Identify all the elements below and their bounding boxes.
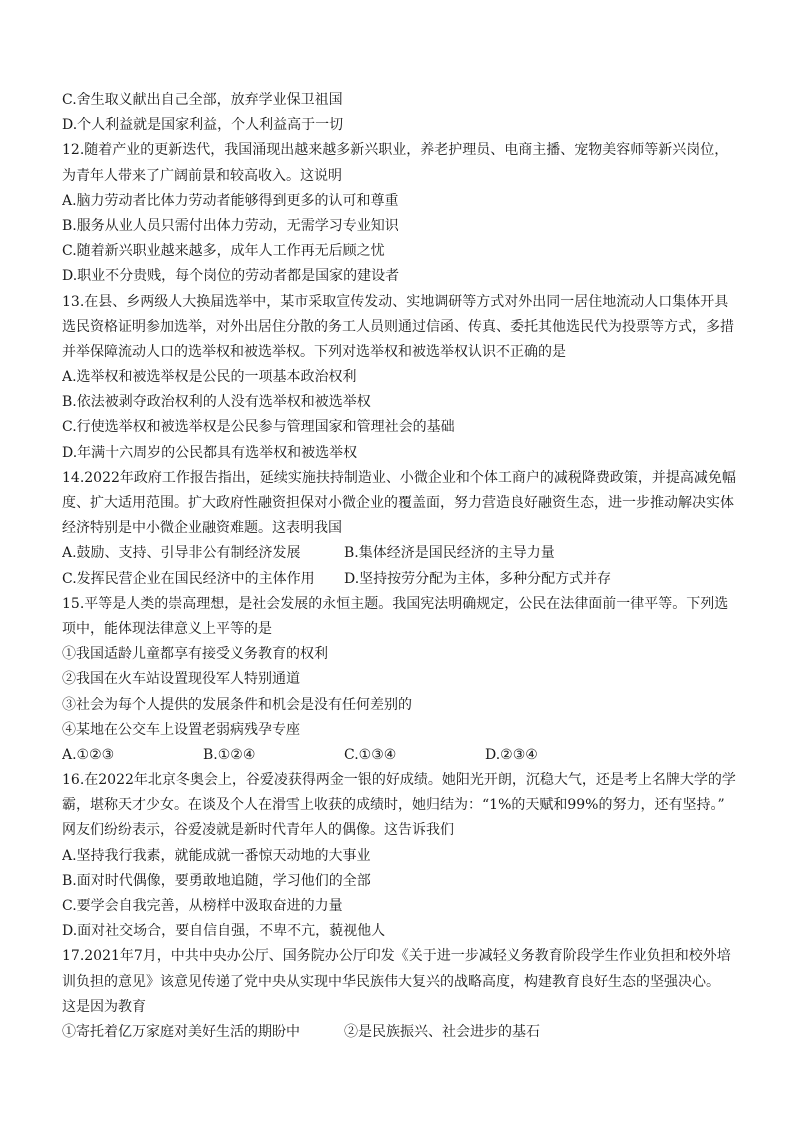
question-stem: 16.在2022年北京冬奥会上，谷爱凌获得两金一银的好成绩。她阳光开朗，沉稳大气，还是考上名牌大学的学 <box>62 772 736 789</box>
question-stem: 经济特别是中小微企业融资难题。这表明我国 <box>62 520 342 537</box>
question-13 <box>62 290 742 466</box>
option-row <box>62 567 742 592</box>
option-d: D.面对社交场合，要自信自强，不卑不亢，藐视他人 <box>62 923 386 940</box>
statement-2: ②是民族振兴、社会进步的基石 <box>344 1023 540 1040</box>
question-stem: 这是因为教育 <box>62 998 146 1015</box>
option-b: B.依法被剥夺政治权利的人没有选举权和被选举权 <box>62 394 371 411</box>
question-16 <box>62 768 742 944</box>
option-row <box>62 743 742 768</box>
statement-2: ②我国在火车站设置现役军人特别通道 <box>62 671 300 688</box>
option-a: A.脑力劳动者比体力劳动者能够得到更多的认可和尊重 <box>62 192 399 209</box>
question-stem: 12.随着产业的更新迭代，我国涌现出越来越多新兴职业，养老护理员、电商主播、宠物美容师等新兴岗位， <box>62 142 729 159</box>
question-stem: 17.2021年7月，中共中央办公厅、国务院办公厅印发《关于进一步减轻义务教育阶段学生作业负担和校外培 <box>62 948 731 965</box>
option-b: B.集体经济是国民经济的主导力量 <box>344 545 555 562</box>
option-c: C.要学会自我完善，从榜样中汲取奋进的力量 <box>62 898 343 914</box>
option-a: A.①②③ <box>62 746 115 763</box>
question-15 <box>62 592 742 768</box>
option-d: D.职业不分贵贱，每个岗位的劳动者都是国家的建设者 <box>62 268 400 285</box>
question-stem: 项中，能体现法律意义上平等的是 <box>62 620 272 637</box>
option-c: C.发挥民营企业在国民经济中的主体作用 <box>62 570 315 587</box>
option-c: C.行使选举权和被选举权是公民参与管理国家和管理社会的基础 <box>62 419 455 436</box>
question-stem: 15.平等是人类的崇高理想，是社会发展的永恒主题。我国宪法明确规定，公民在法律面前一律平等。下列选 <box>62 595 729 612</box>
option-d: D.年满十六周岁的公民都具有选举权和被选举权 <box>62 444 358 461</box>
statement-4: ④某地在公交车上设置老弱病残孕专座 <box>62 721 300 738</box>
statement-row <box>62 1020 742 1045</box>
option-d: D.个人利益就是国家利益，个人利益高于一切 <box>62 117 344 134</box>
option-d: D.②③④ <box>485 746 538 763</box>
statement-3: ③社会为每个人提供的发展条件和机会是没有任何差别的 <box>62 696 412 713</box>
option-c: C.随着新兴职业越来越多，成年人工作再无后顾之忧 <box>62 243 385 260</box>
question-12 <box>62 138 742 289</box>
option-c: C.舍生取义献出自己全部，放弃学业保卫祖国 <box>62 92 343 108</box>
question-stem: 为青年人带来了广阔前景和较高收入。这说明 <box>62 167 342 184</box>
question-stem: 网友们纷纷表示，谷爱凌就是新时代青年人的偶像。这告诉我们 <box>62 822 454 839</box>
option-row <box>62 541 742 566</box>
option-a: A.坚持我行我素，就能成就一番惊天动地的大事业 <box>62 847 371 864</box>
option-d: D.坚持按劳分配为主体，多种分配方式并存 <box>344 570 612 587</box>
option-c: C.①③④ <box>344 746 397 763</box>
question-stem: 选民资格证明参加选举，对外出居住分散的务工人员则通过信函、传真、委托其他选民代为投票等方式，多措 <box>62 318 734 335</box>
option-b: B.面对时代偶像，要勇敢地追随，学习他们的全部 <box>62 872 371 889</box>
exam-page <box>62 88 742 1045</box>
question-stem: 度、扩大适用范围。扩大政府性融资担保对小微企业的覆盖面，努力营造良好融资生态，进一步推动解决实体 <box>62 495 734 511</box>
option-b: B.服务从业人员只需付出体力劳动，无需学习专业知识 <box>62 217 399 234</box>
option-b: B.①②④ <box>203 746 256 763</box>
option-a: A.选举权和被选举权是公民的一项基本政治权利 <box>62 369 357 386</box>
question-stem: 霸，堪称天才少女。在谈及个人在滑雪上收获的成绩时，她归结为：“1%的天赋和99%的努力，还有坚持。” <box>62 797 725 814</box>
question-14 <box>62 466 742 592</box>
question-stem: 13.在县、乡两级人大换届选举中，某市采取宣传发动、实地调研等方式对外出同一居住地流动人口集体开具 <box>62 293 729 310</box>
statement-1: ①我国适龄儿童都享有接受义务教育的权利 <box>62 646 328 663</box>
question-17 <box>62 944 742 1045</box>
statement-1: ①寄托着亿万家庭对美好生活的期盼中 <box>62 1023 300 1040</box>
question-stem: 并举保障流动人口的选举权和被选举权。下列对选举权和被选举权认识不正确的是 <box>62 343 566 360</box>
question-11-options <box>62 88 742 138</box>
question-stem: 14.2022年政府工作报告指出，延续实施扶持制造业、小微企业和个体工商户的减税降费政策，并提高减免幅 <box>62 469 736 486</box>
question-stem: 训负担的意见》该意见传递了党中央从实现中华民族伟大复兴的战略高度，构建教育良好生态的坚强决心。 <box>62 973 720 990</box>
option-a: A.鼓励、支持、引导非公有制经济发展 <box>62 545 301 562</box>
